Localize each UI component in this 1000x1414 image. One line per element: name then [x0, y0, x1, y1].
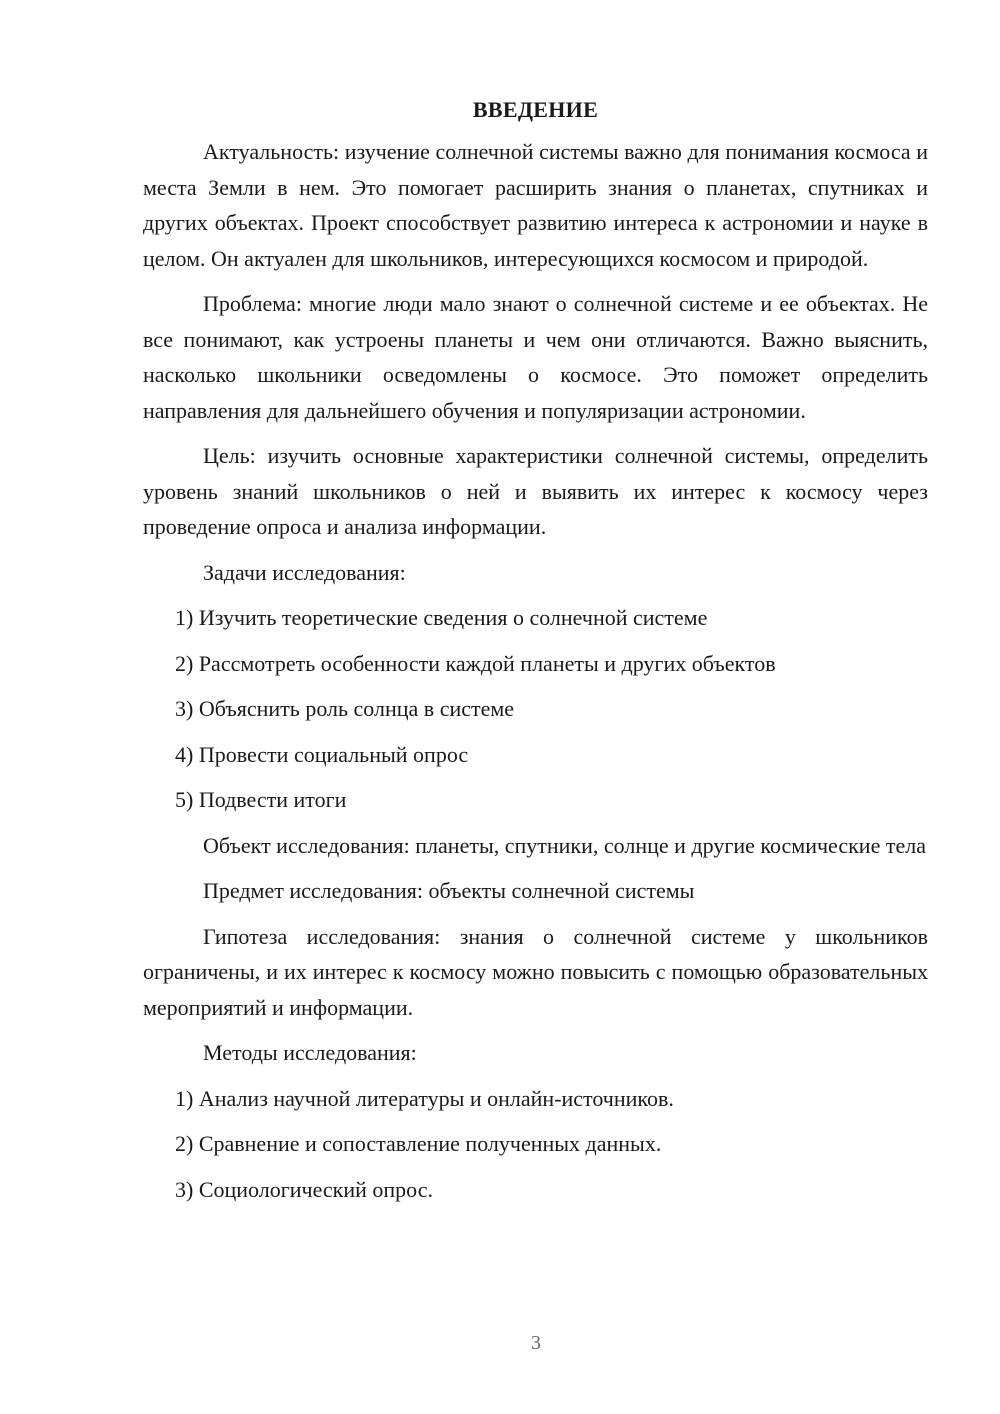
- tasks-label: Задачи исследования:: [203, 559, 406, 585]
- hypothesis-paragraph: Гипотеза исследования: знания о солнечной системе у школьников ограничены, и их интерес к космосу можно повысить с помощью образовательных мероприятий и информации.: [143, 923, 928, 1020]
- relevance-paragraph: Актуальность: изучение солнечной системы важно для понимания космоса и места Земли в нем. Это помогает расширить знания о планетах, спутниках и других объектах. Проект способствует развитию интереса к астрономии и науке в целом. Он актуален для школьников, интересующихся космосом и природой.: [143, 139, 928, 271]
- page-number: 3: [531, 1332, 541, 1354]
- tasks-list: [143, 600, 928, 818]
- document-page: [143, 94, 928, 1217]
- page-title: ВВЕДЕНИЕ: [472, 97, 599, 122]
- task-item-2: 2) Рассмотреть особенности каждой планеты и других объектов: [175, 650, 776, 676]
- problem-paragraph: Проблема: многие люди мало знают о солнечной системе и ее объектах. Не все понимают, как устроены планеты и чем они отличаются. Важно выяснить, насколько школьники осведомлены о космосе. Это поможет определить направления для дальнейшего обучения и популяризации астрономии.: [143, 291, 928, 423]
- method-item-3: 3) Социологический опрос.: [175, 1176, 433, 1202]
- goal-paragraph: Цель: изучить основные характеристики солнечной системы, определить уровень знаний школьников о ней и выявить их интерес к космосу через проведение опроса и анализа информации.: [143, 443, 928, 539]
- task-item-1: 1) Изучить теоретические сведения о солнечной системе: [175, 605, 708, 630]
- methods-label: Методы исследования:: [203, 1040, 417, 1065]
- task-item-5: 5) Подвести итоги: [175, 787, 347, 812]
- object-paragraph: Объект исследования: планеты, спутники, солнце и другие космические тела: [203, 832, 926, 858]
- method-item-2: 2) Сравнение и сопоставление полученных данных.: [175, 1131, 662, 1156]
- task-item-3: 3) Объяснить роль солнца в системе: [175, 696, 515, 721]
- methods-list: [143, 1081, 928, 1208]
- task-item-4: 4) Провести социальный опрос: [175, 741, 469, 767]
- method-item-1: 1) Анализ научной литературы и онлайн-источников.: [175, 1085, 674, 1111]
- subject-paragraph: Предмет исследования: объекты солнечной системы: [203, 878, 695, 903]
